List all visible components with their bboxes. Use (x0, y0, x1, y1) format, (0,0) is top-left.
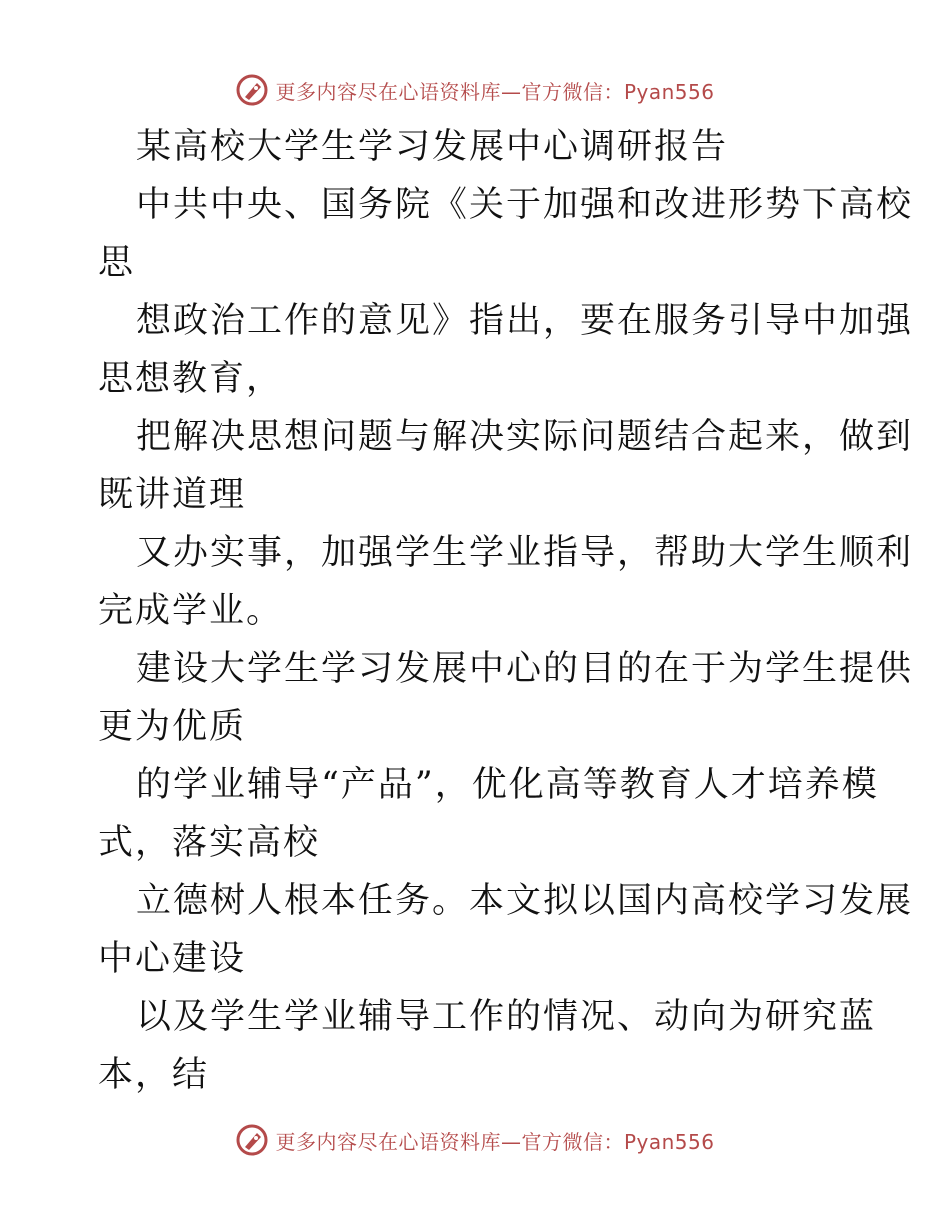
document-title: 某高校大学生学习发展中心调研报告 (136, 127, 729, 167)
paragraph-line: 建设大学生学习发展中心的目的在于为学生提供 (136, 649, 914, 689)
paragraph-line: 式，落实高校 (98, 823, 321, 863)
paragraph-line: 本，结 (98, 1055, 210, 1095)
footer-banner (0, 1120, 950, 1160)
paragraph-line: 完成学业。 (98, 591, 284, 631)
paragraph-line: 以及学生学业辅导工作的情况、动向为研究蓝 (136, 997, 877, 1037)
paragraph-line: 立德树人根本任务。本文拟以国内高校学习发展 (136, 881, 914, 921)
paragraph-line: 既讲道理 (98, 475, 247, 515)
paragraph-line: 又办实事，加强学生学业指导，帮助大学生顺利 (136, 533, 914, 573)
paragraph-line: 思想教育， (98, 359, 284, 399)
footer-banner-text: 更多内容尽在心语资料库—官方微信：Pyan556 (275, 1129, 715, 1154)
header-banner (0, 70, 950, 110)
pen-nib-logo-icon (235, 73, 269, 107)
paragraph-line: 思 (98, 243, 136, 283)
document-body (98, 118, 914, 1104)
paragraph-line: 把解决思想问题与解决实际问题结合起来，做到 (136, 417, 914, 457)
pen-nib-logo-icon (235, 1123, 269, 1157)
header-banner-text: 更多内容尽在心语资料库—官方微信：Pyan556 (275, 79, 715, 104)
paragraph-line: 更为优质 (98, 707, 247, 747)
paragraph-line: 中心建设 (98, 939, 247, 979)
paragraph-line: 想政治工作的意见》指出，要在服务引导中加强 (136, 301, 914, 341)
paragraph-line: 中共中央、国务院《关于加强和改进形势下高校 (136, 185, 914, 225)
paragraph-line: 的学业辅导“产品”，优化高等教育人才培养模 (136, 765, 879, 805)
